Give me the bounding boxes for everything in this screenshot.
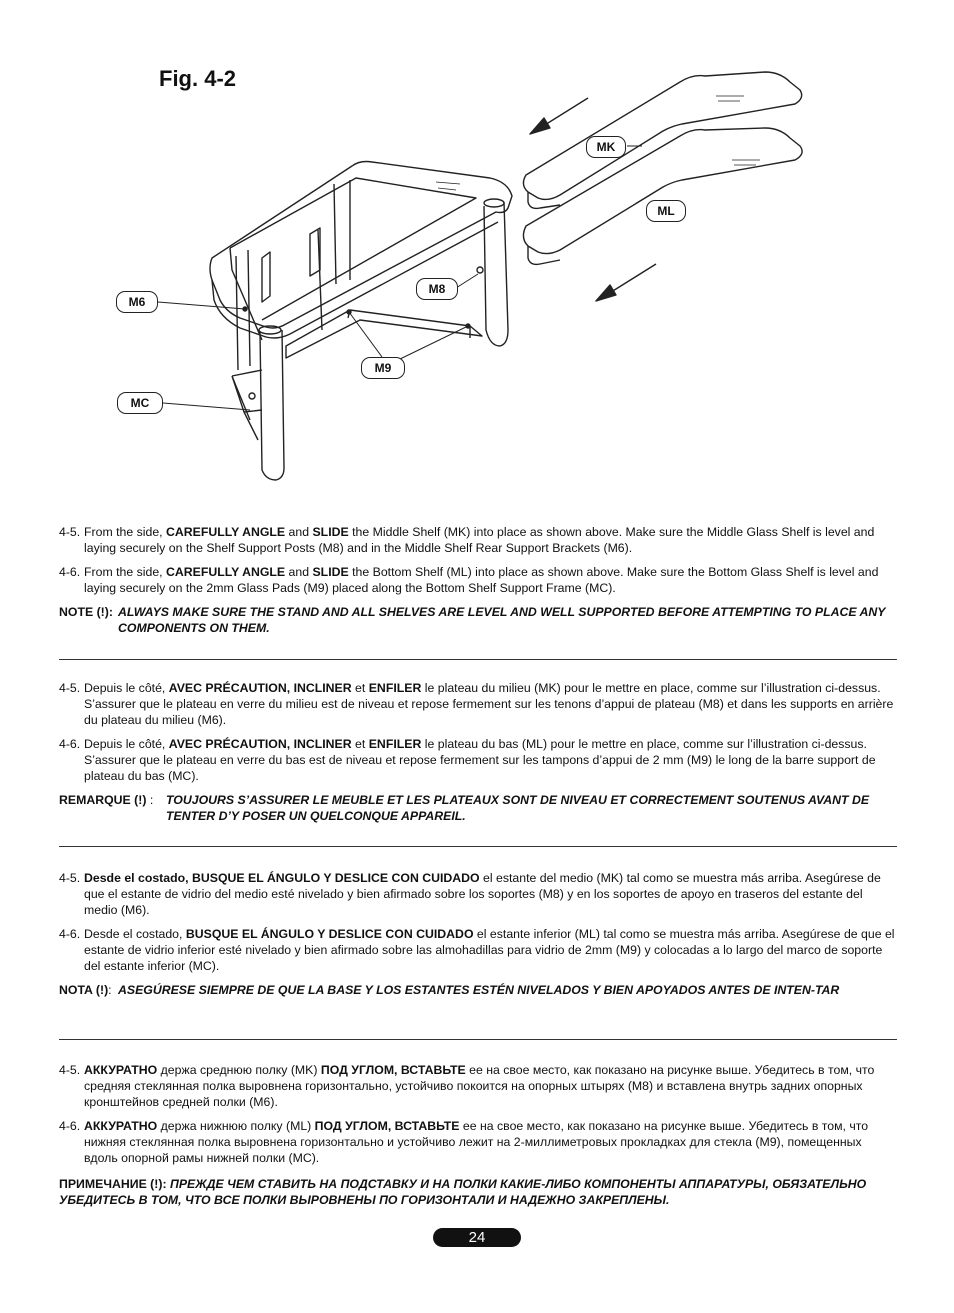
step-4-5-fr: 4-5. Depuis le côté, AVEC PRÉCAUTION, INCLINER et ENFILER le plateau du milieu (MK) pour le mettre en place, comme sur l’illustration ci-dessus. S’assurer que le plateau en verre du milieu est de niveau et repose fermement sur les tenons d’appui de plateau (M8) et dans les supports en arrière du plateau du milieu (M6). — [59, 681, 894, 727]
step-4-5-en: 4-5. From the side, CAREFULLY ANGLE and SLIDE the Middle Shelf (MK) into place as shown above. Make sure the Middle Glass Shelf is level and laying securely on the Shelf Support Posts (M8) and in the Middle Shelf Rear Support Brackets (M6). — [59, 525, 875, 555]
step-4-5-es: 4-5. Desde el costado, BUSQUE EL ÁNGULO Y DESLICE CON CUIDADO el estante del medio (MK) tal como se muestra más arriba. Asegúrese de que el estante de vidrio del medio esté nivelado y bien afirmado sobre los soportes (M8) y en los soportes de apoyo en traseros del estante del medio (M6). — [59, 871, 881, 917]
step-4-5-ru: 4-5. АККУРАТНО держа среднюю полку (MK) ПОД УГЛОМ, ВСТАВЬТЕ ее на свое место, как показано на рисунке выше. Убедитесь в том, что средняя стеклянная полка выровнена горизонтально, устойчиво покоится на опорных штырях (M8) и вставлена внутрь задних опорных кронштейнов средней полки (M6). — [59, 1063, 875, 1109]
stand-top-shelf — [210, 162, 512, 329]
step-4-6-ru: 4-6. АККУРАТНО держа нижнюю полку (ML) ПОД УГЛОМ, ВСТАВЬТЕ ее на свое место, как показано на рисунке выше. Убедитесь в том, что нижняя стеклянная полка выровнена горизонтально и устойчиво лежит на 2-миллиметровых прокладках для стекла (M9), помещенных вдоль опорной рамы нижней полки (MC). — [59, 1119, 869, 1165]
label-m9: M9 — [361, 357, 405, 379]
label-m8: M8 — [416, 278, 458, 300]
figure-title: Fig. 4-2 — [159, 66, 237, 91]
middle-shelf-mk — [523, 72, 801, 199]
stand-front-post — [260, 330, 284, 480]
assembly-diagram — [0, 0, 954, 500]
note-es: NOTA (!): ASEGÚRESE SIEMPRE DE QUE LA BASE Y LOS ESTANTES ESTÉN NIVELADOS Y BIEN APOYADOS ANTES DE INTEN-TAR — [59, 983, 840, 997]
label-m6: M6 — [116, 291, 158, 313]
label-ml: ML — [646, 200, 686, 222]
divider — [59, 1039, 897, 1040]
divider — [59, 846, 897, 847]
section-french — [59, 680, 897, 824]
step-4-6-en: 4-6. From the side, CAREFULLY ANGLE and SLIDE the Bottom Shelf (ML) into place as shown above. Make sure the Bottom Glass Shelf is level and laying securely on the 2mm Glass Pads (M9) placed along the Bottom Shelf Support Frame (MC). — [59, 565, 879, 595]
label-mc: MC — [117, 392, 163, 414]
note-ru: ПРИМЕЧАНИЕ (!): ПРЕЖДЕ ЧЕМ СТАВИТЬ НА ПОДСТАВКУ И НА ПОЛКИ КАКИЕ-ЛИБО КОМПОНЕНТЫ АППАРАТУРЫ, ОБЯЗАТЕЛЬНО УБЕДИТЕСЬ В ТОМ, ЧТО ВСЕ ПОЛКИ ВЫРОВНЕНЫ ПО ГОРИЗОНТАЛИ И НАДЕЖНО ЗАКРЕПЛЕНЫ. — [59, 1177, 867, 1207]
section-english — [59, 524, 897, 636]
step-4-6-es: 4-6. Desde el costado, BUSQUE EL ÁNGULO Y DESLICE CON CUIDADO el estante inferior (ML) tal como se muestra más arriba. Asegúrese de que el estante de vidrio inferior esté nivelado y bien afirmado sobre las almohadillas para vidrio de 2mm (M9) y colocadas a lo largo del marco de soporte del estante inferior (MC). — [59, 927, 895, 973]
section-spanish — [59, 870, 897, 998]
label-mk: MK — [586, 136, 626, 158]
step-4-6-fr: 4-6. Depuis le côté, AVEC PRÉCAUTION, INCLINER et ENFILER le plateau du bas (ML) pour le mettre en place, comme sur l’illustration ci-dessus. S’assurer que le plateau en verre du bas est de niveau et repose fermement sur les tampons d’appui de 2 mm (M9) le long de la barre support de plateau du bas (MC). — [59, 737, 876, 783]
note-en: NOTE (!): ALWAYS MAKE SURE THE STAND AND ALL SHELVES ARE LEVEL AND WELL SUPPORTED BEFORE ATTEMPTING TO PLACE ANY COMPONENTS ON THEM. — [59, 605, 886, 635]
divider — [59, 659, 897, 660]
arrow-down-left-icon — [608, 264, 656, 294]
section-russian — [59, 1062, 897, 1208]
bottom-shelf-ml — [523, 128, 802, 254]
note-fr: REMARQUE (!) : TOUJOURS S’ASSURER LE MEUBLE ET LES PLATEAUX SONT DE NIVEAU ET CORRECTEMENT SOUTENUS AVANT DE TENTER D’Y POSER UN QUELCONQUE APPAREIL. — [59, 793, 870, 823]
page-number: 24 — [433, 1228, 521, 1247]
